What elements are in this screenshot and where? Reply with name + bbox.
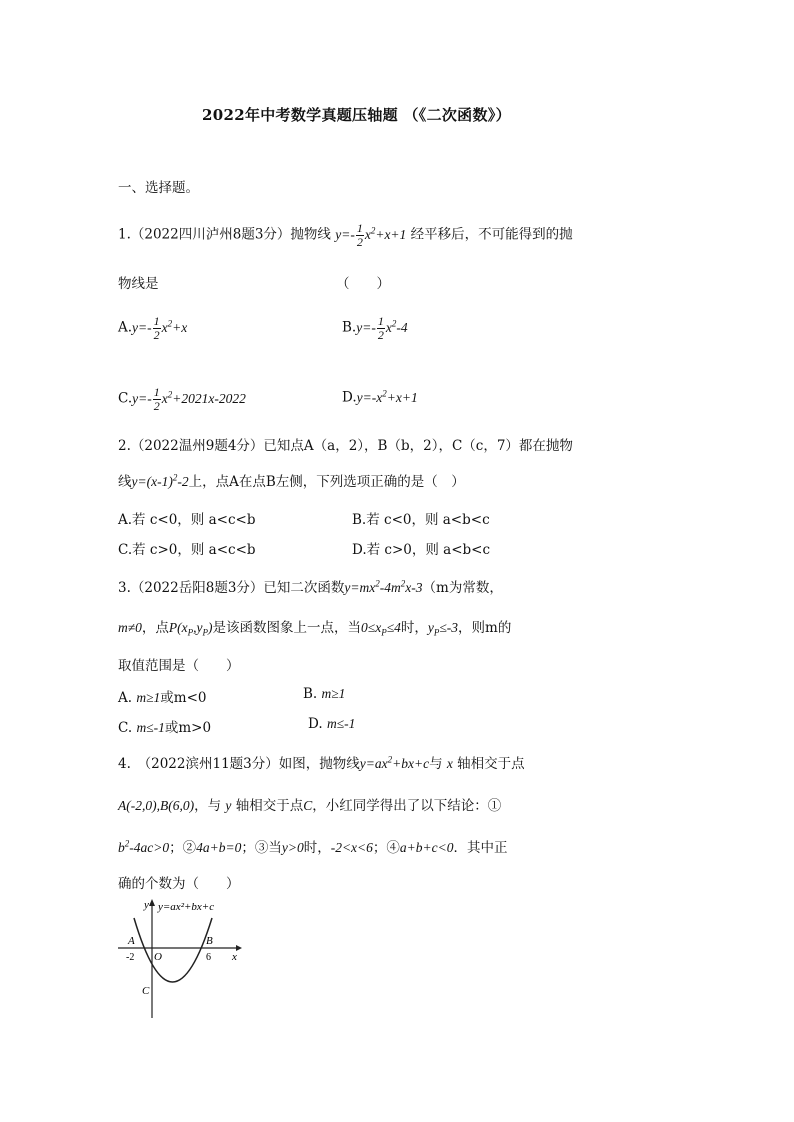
q2-option-d[interactable]: D.若 c>0，则 a<b<c <box>352 542 491 558</box>
section-heading: 一、选择题。 <box>118 180 199 196</box>
x-axis-arrow <box>236 945 242 951</box>
q2-option-a[interactable]: A.若 c<0，则 a<c<b <box>118 512 256 528</box>
q2-line1: 2.（2022温州9题4分）已知点A（a，2），B（b，2），C（c，7）都在抛物 <box>118 438 573 454</box>
q3-option-c[interactable]: C. m≤-1或m>0 <box>118 720 212 736</box>
y-axis-label: y <box>144 899 149 911</box>
q4-parabola-figure <box>118 896 248 1018</box>
parabola-curve <box>134 918 212 982</box>
q1-option-a[interactable]: A.y=- $\frac{1}{2}$ $x^2+x$ <box>118 314 188 342</box>
q3-line3: 取值范围是（ ） <box>118 658 240 674</box>
q3-option-a[interactable]: A. m≥1或m<0 <box>118 690 207 706</box>
q1-stem-tail: 经平移后，不可能得到的抛 <box>410 226 573 243</box>
origin-label: O <box>154 951 162 963</box>
page-title: 2022年中考数学真题压轴题 （《二次函数》） <box>202 106 511 124</box>
curve-label: y=ax²+bx+c <box>158 901 215 913</box>
q2-line2: 线$y=(x-1)^2-2$上，点A在点B左侧，下列选项正确的是（ ） <box>118 472 465 490</box>
q1-option-d[interactable]: $D.y=-x^2+x+1$ <box>342 388 418 406</box>
q2-option-b[interactable]: B.若 c<0，则 a<b<c <box>352 512 490 528</box>
q1-head: 1.（2022四川泸州8题3分）抛物线 <box>118 226 331 243</box>
y-axis-arrow <box>149 899 155 906</box>
q1-answer-paren: （ ） <box>336 276 390 292</box>
q2-option-c[interactable]: C.若 c>0，则 a<c<b <box>118 542 256 558</box>
q1-stem <box>118 222 573 249</box>
point-b-label: B <box>206 935 213 947</box>
point-c-label: C <box>142 985 150 997</box>
q3-line2: m≠0，点$P(x_P,y_P)$是该函数图象上一点，当$0\le x_P\le 4$时，$y_P\le-3$，则m的 <box>118 620 512 638</box>
point-a-label: A <box>128 935 135 947</box>
tick-label-6: 6 <box>206 952 211 963</box>
tick-label-neg2: -2 <box>126 952 135 963</box>
q3-line1: 3.（2022岳阳8题3分）已知二次函数$y=mx^2-4m^2x-3(m$为常数， <box>118 578 503 596</box>
q1-line2: 物线是 <box>118 276 159 292</box>
q3-option-b[interactable]: B. m≥1 <box>303 686 346 702</box>
q1-option-c[interactable]: C.y=- $\frac{1}{2}$ $x^2+2021x-2022$ <box>118 385 246 413</box>
q4-line3: $b^2-4ac>0$；②4a+b=0；③当y>0时，-2<x<6；④a+b+c<0．其中正 <box>118 838 508 856</box>
q1-option-b[interactable]: B.y=- $\frac{1}{2}$ $x^2-4$ <box>342 314 408 342</box>
q1-formula: y=- $\frac{1}{2}$ $x^2+x+1$ <box>335 221 407 249</box>
x-axis-label: x <box>232 951 237 963</box>
q4-line2: A(-2,0),B(6,0)，与 y 轴相交于点C，小红同学得出了以下结论：① <box>118 798 502 814</box>
q4-line4: 确的个数为（ ） <box>118 876 240 892</box>
q3-option-d[interactable]: D. m≤-1 <box>308 716 356 732</box>
q4-line1: 4. （2022滨州11题3分）如图，抛物线$y=ax^2+bx+c$与 x 轴相交于点 <box>118 754 525 772</box>
